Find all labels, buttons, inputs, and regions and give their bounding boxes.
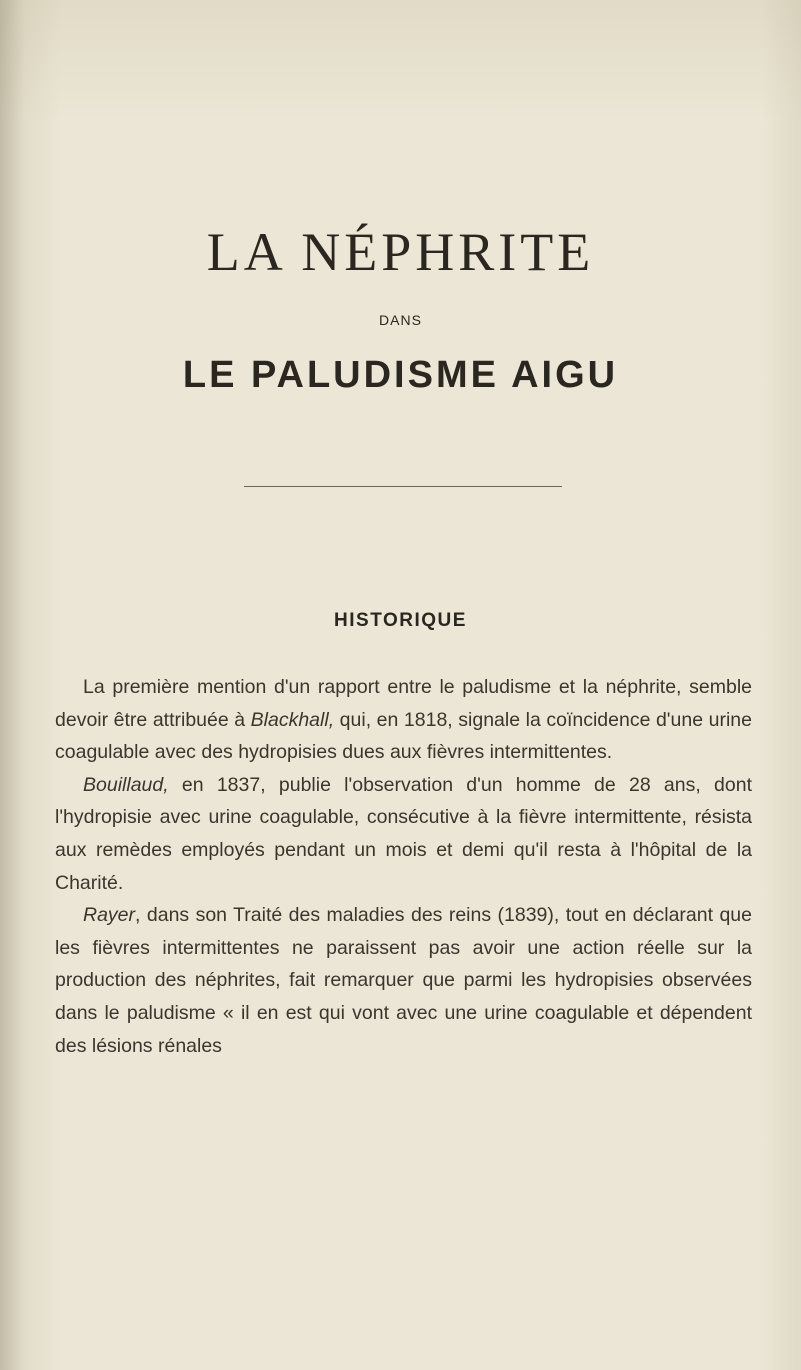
author-name: Bouillaud, bbox=[83, 773, 169, 796]
paragraph-text: qui, en 1818, signale la coïncidence d'une urine coagulable avec des hydropisies dues aux fièvres intermittentes. bbox=[55, 708, 752, 764]
paragraph-bouillaud bbox=[55, 769, 752, 899]
author-name: Rayer bbox=[83, 904, 136, 927]
title-divider bbox=[244, 486, 562, 487]
paragraph-blackhall bbox=[55, 671, 752, 769]
body-text bbox=[55, 671, 752, 1062]
paragraph-text: en 1837, publie l'observation d'un homme de 28 ans, dont l'hydropisie avec urine coagulable, consécutive à la fièvre intermittente, résista aux remèdes employés pendant un mois et demi qu'il resta à l'hôpital de la Charité. bbox=[55, 773, 752, 894]
paragraph-rayer bbox=[55, 899, 752, 1062]
paragraph-text: La première mention d'un rapport entre le paludisme et la néphrite, semble devoir être attribuée à bbox=[55, 676, 752, 731]
title-connector: DANS bbox=[379, 312, 422, 328]
author-name: Blackhall, bbox=[250, 708, 335, 731]
book-title: LA NÉPHRITE bbox=[206, 222, 595, 282]
section-heading: HISTORIQUE bbox=[334, 610, 467, 631]
book-subtitle: LE PALUDISME AIGU bbox=[182, 354, 619, 396]
paragraph-text: , dans son Traité des maladies des reins (1839), tout en déclarant que les fièvres intermittentes ne paraissent pas avoir une action réelle sur la production des néphrites, fait remarquer que parmi les hydropisies observées dans le paludisme « il en est qui vont avec une urine coagulable et dépendent des lésions rénales bbox=[55, 904, 752, 1057]
